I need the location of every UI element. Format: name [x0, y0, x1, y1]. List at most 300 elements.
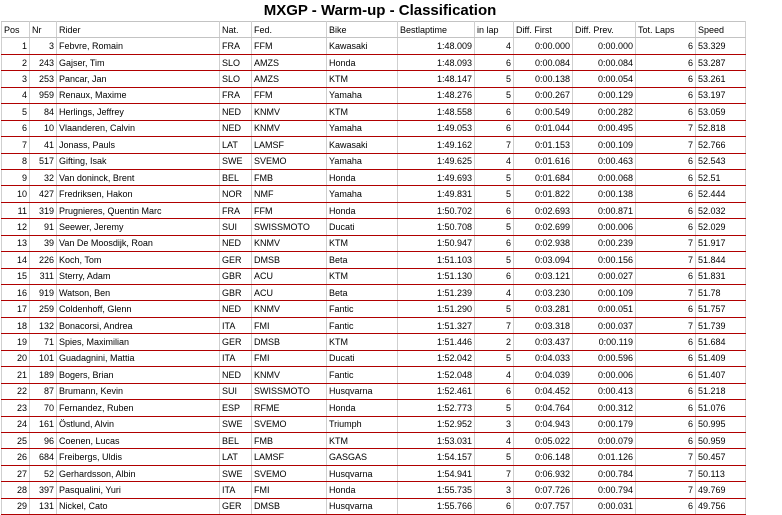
- table-row: [2, 71, 746, 87]
- cell-rider: Spies, Maximilian: [57, 334, 220, 350]
- cell-bike: Fantic: [327, 367, 398, 383]
- cell-fed: SVEMO: [252, 465, 327, 481]
- cell-tot-laps: 6: [636, 153, 696, 169]
- cell-rider: Watson, Ben: [57, 285, 220, 301]
- cell-speed: 51.739: [696, 317, 746, 333]
- cell-pos: 17: [2, 301, 30, 317]
- cell-in-lap: 6: [475, 54, 514, 70]
- cell-in-lap: 7: [475, 137, 514, 153]
- cell-in-lap: 5: [475, 350, 514, 366]
- cell-fed: AMZS: [252, 54, 327, 70]
- cell-fed: NMF: [252, 186, 327, 202]
- cell-speed: 52.543: [696, 153, 746, 169]
- cell-bestlaptime: 1:51.239: [398, 285, 475, 301]
- cell-nr: 10: [30, 120, 57, 136]
- cell-speed: 51.831: [696, 268, 746, 284]
- table-row: [2, 498, 746, 514]
- cell-diff-first: 0:07.726: [514, 482, 573, 498]
- cell-rider: Bonacorsi, Andrea: [57, 317, 220, 333]
- cell-fed: DMSB: [252, 252, 327, 268]
- cell-bike: Yamaha: [327, 120, 398, 136]
- cell-diff-prev: 0:00.084: [573, 54, 636, 70]
- cell-nat: BEL: [220, 432, 252, 448]
- cell-bike: KTM: [327, 235, 398, 251]
- cell-pos: 13: [2, 235, 30, 251]
- cell-tot-laps: 6: [636, 350, 696, 366]
- cell-nat: ITA: [220, 317, 252, 333]
- cell-bike: KTM: [327, 432, 398, 448]
- cell-diff-first: 0:03.094: [514, 252, 573, 268]
- cell-in-lap: 5: [475, 71, 514, 87]
- cell-nat: SUI: [220, 383, 252, 399]
- cell-diff-prev: 0:00.119: [573, 334, 636, 350]
- cell-speed: 50.457: [696, 449, 746, 465]
- cell-bike: Honda: [327, 202, 398, 218]
- cell-fed: KNMV: [252, 301, 327, 317]
- cell-speed: 53.197: [696, 87, 746, 103]
- cell-in-lap: 6: [475, 383, 514, 399]
- cell-bike: Triumph: [327, 416, 398, 432]
- cell-diff-prev: 0:00.871: [573, 202, 636, 218]
- cell-diff-prev: 0:00.794: [573, 482, 636, 498]
- cell-nat: GBR: [220, 285, 252, 301]
- cell-pos: 9: [2, 169, 30, 185]
- cell-nr: 397: [30, 482, 57, 498]
- cell-bike: KTM: [327, 71, 398, 87]
- cell-rider: Koch, Tom: [57, 252, 220, 268]
- cell-bike: Ducati: [327, 219, 398, 235]
- cell-rider: Pasqualini, Yuri: [57, 482, 220, 498]
- cell-bike: Kawasaki: [327, 137, 398, 153]
- cell-pos: 24: [2, 416, 30, 432]
- cell-fed: KNMV: [252, 235, 327, 251]
- column-header-nat: Nat.: [220, 22, 252, 38]
- cell-pos: 22: [2, 383, 30, 399]
- cell-bestlaptime: 1:50.947: [398, 235, 475, 251]
- cell-nr: 32: [30, 169, 57, 185]
- cell-nr: 319: [30, 202, 57, 218]
- cell-fed: FMB: [252, 432, 327, 448]
- cell-nat: LAT: [220, 137, 252, 153]
- cell-nat: ITA: [220, 350, 252, 366]
- cell-pos: 25: [2, 432, 30, 448]
- cell-diff-prev: 0:00.109: [573, 285, 636, 301]
- cell-bestlaptime: 1:53.031: [398, 432, 475, 448]
- cell-diff-first: 0:06.148: [514, 449, 573, 465]
- cell-in-lap: 5: [475, 252, 514, 268]
- cell-fed: FMI: [252, 482, 327, 498]
- table-row: [2, 432, 746, 448]
- cell-nr: 517: [30, 153, 57, 169]
- cell-bestlaptime: 1:51.130: [398, 268, 475, 284]
- cell-in-lap: 5: [475, 87, 514, 103]
- cell-nr: 311: [30, 268, 57, 284]
- cell-rider: Bogers, Brian: [57, 367, 220, 383]
- cell-diff-prev: 0:00.239: [573, 235, 636, 251]
- cell-bestlaptime: 1:49.831: [398, 186, 475, 202]
- cell-bike: Ducati: [327, 350, 398, 366]
- cell-in-lap: 4: [475, 285, 514, 301]
- cell-speed: 53.287: [696, 54, 746, 70]
- cell-in-lap: 5: [475, 219, 514, 235]
- cell-nat: GER: [220, 498, 252, 514]
- cell-speed: 49.756: [696, 498, 746, 514]
- table-row: [2, 268, 746, 284]
- cell-diff-first: 0:00.084: [514, 54, 573, 70]
- cell-bike: Yamaha: [327, 153, 398, 169]
- cell-bestlaptime: 1:48.276: [398, 87, 475, 103]
- column-header-bestlaptime: Bestlaptime: [398, 22, 475, 38]
- cell-diff-first: 0:01.153: [514, 137, 573, 153]
- cell-diff-prev: 0:00.784: [573, 465, 636, 481]
- cell-bestlaptime: 1:48.093: [398, 54, 475, 70]
- cell-nat: FRA: [220, 87, 252, 103]
- cell-in-lap: 4: [475, 432, 514, 448]
- cell-bike: Husqvarna: [327, 383, 398, 399]
- cell-rider: Van doninck, Brent: [57, 169, 220, 185]
- cell-fed: FFM: [252, 202, 327, 218]
- cell-nr: 91: [30, 219, 57, 235]
- cell-tot-laps: 6: [636, 104, 696, 120]
- cell-pos: 15: [2, 268, 30, 284]
- cell-nr: 101: [30, 350, 57, 366]
- table-row: [2, 350, 746, 366]
- column-header-nr: Nr: [30, 22, 57, 38]
- cell-bestlaptime: 1:52.773: [398, 400, 475, 416]
- cell-in-lap: 5: [475, 449, 514, 465]
- cell-tot-laps: 7: [636, 449, 696, 465]
- cell-nr: 919: [30, 285, 57, 301]
- cell-pos: 20: [2, 350, 30, 366]
- cell-diff-prev: 0:00.051: [573, 301, 636, 317]
- cell-in-lap: 7: [475, 465, 514, 481]
- cell-nr: 161: [30, 416, 57, 432]
- cell-nat: SWE: [220, 153, 252, 169]
- cell-in-lap: 6: [475, 202, 514, 218]
- cell-fed: SVEMO: [252, 416, 327, 432]
- cell-tot-laps: 6: [636, 416, 696, 432]
- cell-nr: 52: [30, 465, 57, 481]
- cell-diff-first: 0:01.044: [514, 120, 573, 136]
- cell-fed: FMI: [252, 350, 327, 366]
- cell-bestlaptime: 1:52.952: [398, 416, 475, 432]
- cell-nat: NED: [220, 301, 252, 317]
- column-header-diff-prev: Diff. Prev.: [573, 22, 636, 38]
- cell-diff-first: 0:01.684: [514, 169, 573, 185]
- cell-tot-laps: 6: [636, 268, 696, 284]
- cell-pos: 3: [2, 71, 30, 87]
- cell-bestlaptime: 1:52.461: [398, 383, 475, 399]
- cell-fed: DMSB: [252, 334, 327, 350]
- cell-diff-prev: 0:00.006: [573, 219, 636, 235]
- cell-fed: SWISSMOTO: [252, 219, 327, 235]
- cell-bestlaptime: 1:48.147: [398, 71, 475, 87]
- cell-diff-prev: 0:00.179: [573, 416, 636, 432]
- cell-fed: RFME: [252, 400, 327, 416]
- cell-speed: 51.844: [696, 252, 746, 268]
- cell-nat: NED: [220, 104, 252, 120]
- header-row: [2, 22, 746, 38]
- cell-fed: FMI: [252, 317, 327, 333]
- cell-nat: GBR: [220, 268, 252, 284]
- cell-tot-laps: 7: [636, 317, 696, 333]
- cell-nr: 959: [30, 87, 57, 103]
- table-row: [2, 104, 746, 120]
- cell-bestlaptime: 1:51.103: [398, 252, 475, 268]
- cell-bestlaptime: 1:55.766: [398, 498, 475, 514]
- cell-bestlaptime: 1:49.625: [398, 153, 475, 169]
- cell-nat: FRA: [220, 202, 252, 218]
- cell-tot-laps: 7: [636, 120, 696, 136]
- column-header-tot-laps: Tot. Laps: [636, 22, 696, 38]
- cell-diff-prev: 0:00.006: [573, 367, 636, 383]
- cell-fed: KNMV: [252, 367, 327, 383]
- cell-fed: SWISSMOTO: [252, 383, 327, 399]
- cell-diff-prev: 0:00.000: [573, 38, 636, 54]
- cell-nr: 427: [30, 186, 57, 202]
- cell-rider: Sterry, Adam: [57, 268, 220, 284]
- table-row: [2, 186, 746, 202]
- table-row: [2, 317, 746, 333]
- cell-diff-first: 0:03.230: [514, 285, 573, 301]
- cell-pos: 5: [2, 104, 30, 120]
- cell-rider: Prugnieres, Quentin Marc: [57, 202, 220, 218]
- cell-tot-laps: 6: [636, 169, 696, 185]
- cell-rider: Guadagnini, Mattia: [57, 350, 220, 366]
- cell-nr: 84: [30, 104, 57, 120]
- cell-fed: FFM: [252, 38, 327, 54]
- cell-in-lap: 5: [475, 400, 514, 416]
- cell-diff-first: 0:04.452: [514, 383, 573, 399]
- table-row: [2, 219, 746, 235]
- cell-in-lap: 3: [475, 482, 514, 498]
- cell-rider: Brumann, Kevin: [57, 383, 220, 399]
- cell-nat: GER: [220, 334, 252, 350]
- cell-rider: Östlund, Alvin: [57, 416, 220, 432]
- cell-fed: KNMV: [252, 104, 327, 120]
- cell-pos: 18: [2, 317, 30, 333]
- cell-pos: 12: [2, 219, 30, 235]
- cell-pos: 28: [2, 482, 30, 498]
- cell-tot-laps: 6: [636, 202, 696, 218]
- cell-pos: 4: [2, 87, 30, 103]
- cell-in-lap: 4: [475, 153, 514, 169]
- cell-speed: 51.78: [696, 285, 746, 301]
- cell-bike: Husqvarna: [327, 498, 398, 514]
- cell-speed: 51.757: [696, 301, 746, 317]
- column-header-in-lap: in lap: [475, 22, 514, 38]
- cell-pos: 27: [2, 465, 30, 481]
- cell-diff-first: 0:03.318: [514, 317, 573, 333]
- cell-nr: 684: [30, 449, 57, 465]
- cell-pos: 10: [2, 186, 30, 202]
- cell-speed: 53.059: [696, 104, 746, 120]
- cell-fed: SVEMO: [252, 153, 327, 169]
- cell-tot-laps: 6: [636, 367, 696, 383]
- cell-fed: DMSB: [252, 498, 327, 514]
- cell-speed: 53.329: [696, 38, 746, 54]
- cell-rider: Jonass, Pauls: [57, 137, 220, 153]
- cell-nr: 132: [30, 317, 57, 333]
- table-row: [2, 334, 746, 350]
- cell-nr: 131: [30, 498, 57, 514]
- cell-diff-first: 0:06.932: [514, 465, 573, 481]
- cell-tot-laps: 7: [636, 482, 696, 498]
- column-header-bike: Bike: [327, 22, 398, 38]
- cell-pos: 29: [2, 498, 30, 514]
- cell-rider: Vlaanderen, Calvin: [57, 120, 220, 136]
- cell-in-lap: 5: [475, 301, 514, 317]
- cell-in-lap: 6: [475, 104, 514, 120]
- cell-rider: Coenen, Lucas: [57, 432, 220, 448]
- cell-in-lap: 6: [475, 268, 514, 284]
- cell-bike: Fantic: [327, 317, 398, 333]
- cell-tot-laps: 7: [636, 285, 696, 301]
- column-header-speed: Speed: [696, 22, 746, 38]
- cell-rider: Gerhardsson, Albin: [57, 465, 220, 481]
- cell-bestlaptime: 1:51.290: [398, 301, 475, 317]
- cell-tot-laps: 6: [636, 498, 696, 514]
- cell-speed: 51.917: [696, 235, 746, 251]
- cell-in-lap: 3: [475, 416, 514, 432]
- cell-pos: 6: [2, 120, 30, 136]
- cell-rider: Seewer, Jeremy: [57, 219, 220, 235]
- cell-fed: LAMSF: [252, 449, 327, 465]
- cell-rider: Fernandez, Ruben: [57, 400, 220, 416]
- cell-fed: LAMSF: [252, 137, 327, 153]
- cell-speed: 52.032: [696, 202, 746, 218]
- cell-speed: 50.959: [696, 432, 746, 448]
- cell-bike: Beta: [327, 252, 398, 268]
- cell-nr: 87: [30, 383, 57, 399]
- cell-pos: 7: [2, 137, 30, 153]
- cell-bike: KTM: [327, 268, 398, 284]
- table-row: [2, 285, 746, 301]
- cell-nat: NOR: [220, 186, 252, 202]
- cell-fed: FFM: [252, 87, 327, 103]
- column-header-diff-first: Diff. First: [514, 22, 573, 38]
- cell-pos: 19: [2, 334, 30, 350]
- cell-tot-laps: 6: [636, 334, 696, 350]
- cell-bike: KTM: [327, 334, 398, 350]
- cell-tot-laps: 6: [636, 219, 696, 235]
- cell-nr: 96: [30, 432, 57, 448]
- cell-bike: GASGAS: [327, 449, 398, 465]
- cell-diff-prev: 0:00.413: [573, 383, 636, 399]
- cell-rider: Gajser, Tim: [57, 54, 220, 70]
- cell-bike: Yamaha: [327, 186, 398, 202]
- table-row: [2, 400, 746, 416]
- cell-diff-first: 0:04.039: [514, 367, 573, 383]
- cell-rider: Nickel, Cato: [57, 498, 220, 514]
- classification-table: [1, 21, 746, 515]
- cell-diff-first: 0:00.138: [514, 71, 573, 87]
- cell-bestlaptime: 1:48.009: [398, 38, 475, 54]
- cell-bike: Beta: [327, 285, 398, 301]
- cell-diff-prev: 0:00.282: [573, 104, 636, 120]
- cell-tot-laps: 7: [636, 235, 696, 251]
- cell-in-lap: 4: [475, 38, 514, 54]
- cell-diff-prev: 0:00.068: [573, 169, 636, 185]
- cell-in-lap: 6: [475, 120, 514, 136]
- cell-rider: Van De Moosdijk, Roan: [57, 235, 220, 251]
- cell-diff-first: 0:02.699: [514, 219, 573, 235]
- cell-diff-prev: 0:00.495: [573, 120, 636, 136]
- cell-in-lap: 6: [475, 235, 514, 251]
- cell-nat: NED: [220, 120, 252, 136]
- cell-nr: 3: [30, 38, 57, 54]
- cell-bike: Honda: [327, 169, 398, 185]
- cell-speed: 53.261: [696, 71, 746, 87]
- table-row: [2, 137, 746, 153]
- cell-nat: SLO: [220, 54, 252, 70]
- cell-diff-first: 0:02.938: [514, 235, 573, 251]
- cell-nat: GER: [220, 252, 252, 268]
- cell-nr: 259: [30, 301, 57, 317]
- cell-tot-laps: 7: [636, 137, 696, 153]
- cell-tot-laps: 6: [636, 432, 696, 448]
- table-row: [2, 202, 746, 218]
- cell-diff-prev: 0:00.037: [573, 317, 636, 333]
- cell-bike: Honda: [327, 400, 398, 416]
- cell-bestlaptime: 1:52.042: [398, 350, 475, 366]
- cell-tot-laps: 6: [636, 301, 696, 317]
- table-row: [2, 120, 746, 136]
- cell-diff-first: 0:03.281: [514, 301, 573, 317]
- cell-diff-first: 0:00.000: [514, 38, 573, 54]
- cell-bestlaptime: 1:52.048: [398, 367, 475, 383]
- table-row: [2, 235, 746, 251]
- cell-diff-first: 0:03.437: [514, 334, 573, 350]
- cell-nat: LAT: [220, 449, 252, 465]
- cell-diff-first: 0:04.764: [514, 400, 573, 416]
- cell-pos: 23: [2, 400, 30, 416]
- cell-rider: Fredriksen, Hakon: [57, 186, 220, 202]
- cell-tot-laps: 6: [636, 383, 696, 399]
- cell-nat: NED: [220, 367, 252, 383]
- cell-diff-first: 0:01.616: [514, 153, 573, 169]
- cell-in-lap: 5: [475, 186, 514, 202]
- cell-nr: 226: [30, 252, 57, 268]
- cell-bestlaptime: 1:55.735: [398, 482, 475, 498]
- cell-nat: BEL: [220, 169, 252, 185]
- cell-diff-prev: 0:00.596: [573, 350, 636, 366]
- table-row: [2, 465, 746, 481]
- cell-bestlaptime: 1:51.327: [398, 317, 475, 333]
- column-header-pos: Pos: [2, 22, 30, 38]
- cell-rider: Coldenhoff, Glenn: [57, 301, 220, 317]
- cell-tot-laps: 6: [636, 87, 696, 103]
- cell-nr: 189: [30, 367, 57, 383]
- column-header-rider: Rider: [57, 22, 220, 38]
- cell-bestlaptime: 1:49.162: [398, 137, 475, 153]
- cell-nat: SWE: [220, 416, 252, 432]
- cell-bestlaptime: 1:51.446: [398, 334, 475, 350]
- cell-nat: FRA: [220, 38, 252, 54]
- cell-rider: Renaux, Maxime: [57, 87, 220, 103]
- table-row: [2, 54, 746, 70]
- cell-pos: 2: [2, 54, 30, 70]
- cell-pos: 16: [2, 285, 30, 301]
- cell-speed: 50.995: [696, 416, 746, 432]
- cell-pos: 8: [2, 153, 30, 169]
- cell-diff-prev: 0:00.463: [573, 153, 636, 169]
- cell-nr: 70: [30, 400, 57, 416]
- cell-diff-first: 0:00.549: [514, 104, 573, 120]
- cell-speed: 52.818: [696, 120, 746, 136]
- cell-nr: 243: [30, 54, 57, 70]
- cell-tot-laps: 6: [636, 400, 696, 416]
